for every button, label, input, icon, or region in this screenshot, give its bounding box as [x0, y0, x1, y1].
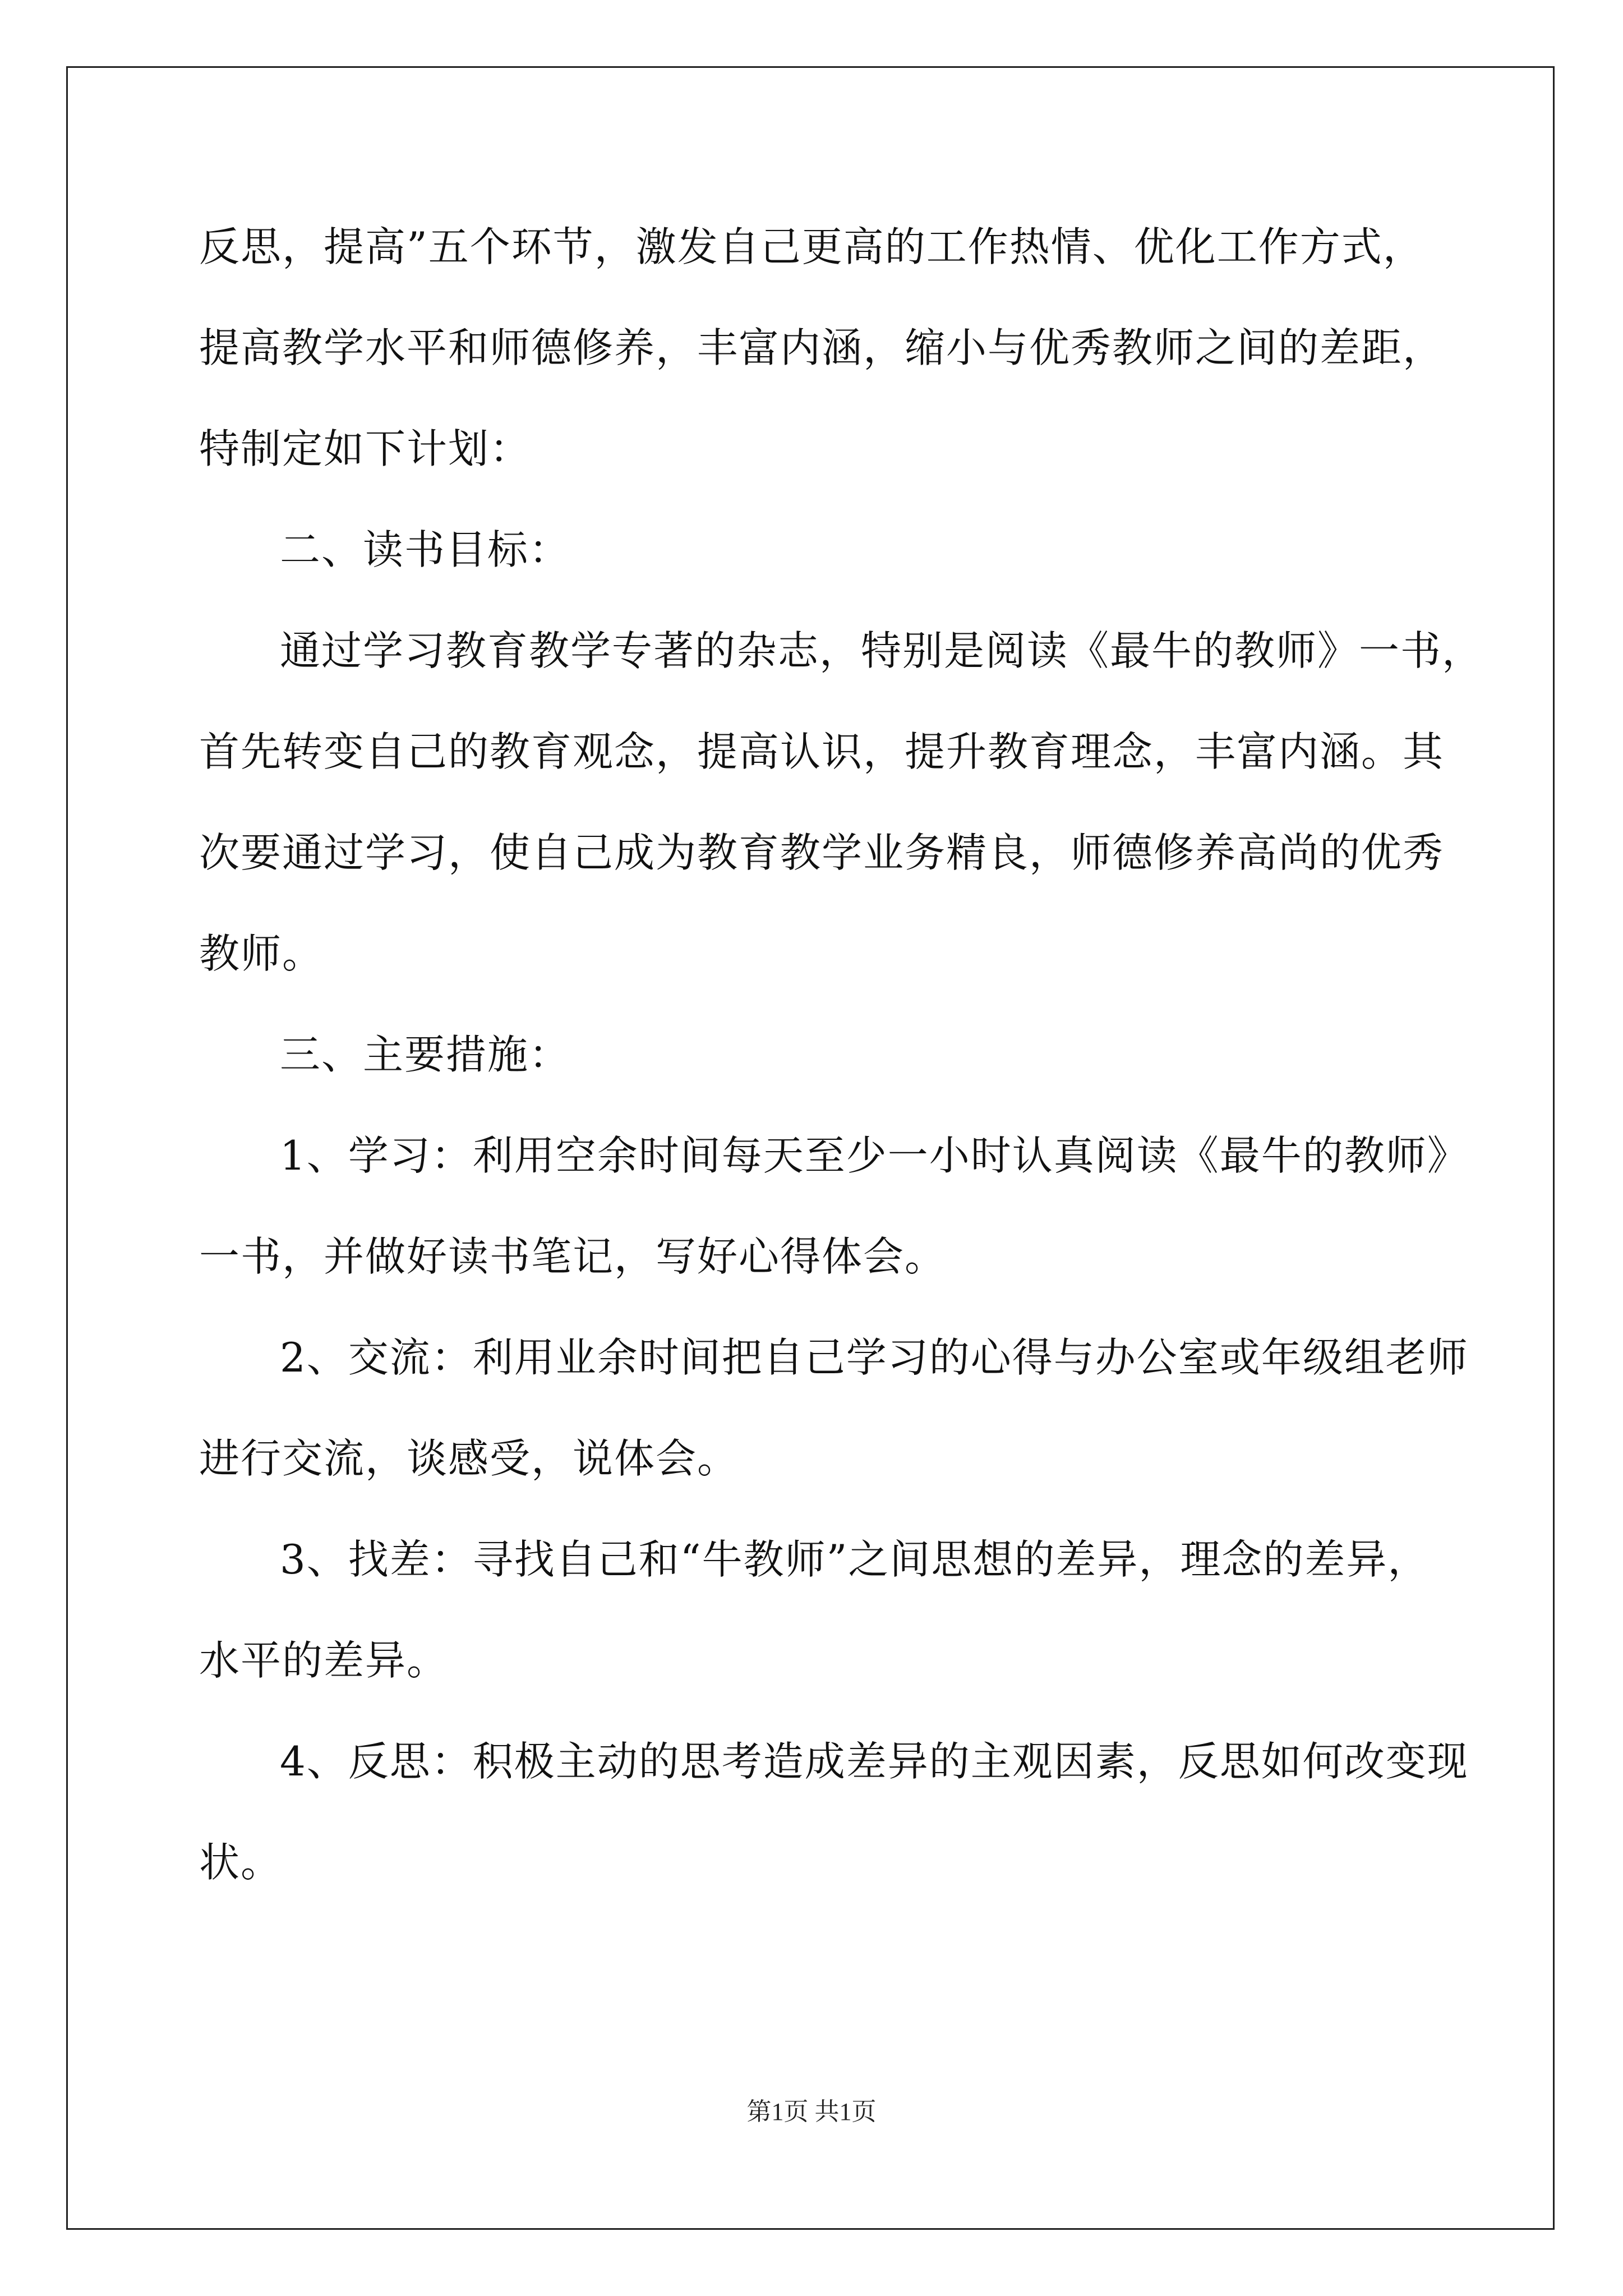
document-body: [199, 213, 1484, 1930]
list-item-find-gaps: 3、找差：寻找自己和“牛教师”之间思想的差异，理念的差异，: [280, 1536, 1430, 1583]
body-line-3: 特制定如下计划：: [199, 425, 532, 472]
body-line-15: 水平的差异。: [199, 1637, 449, 1684]
body-line-8: 教师。: [199, 930, 324, 977]
body-line-11: 一书，并做好读书笔记，写好心得体会。: [199, 1233, 947, 1280]
body-line-17: 状。: [199, 1839, 283, 1886]
list-item-reflect: 4、反思：积极主动的思考造成差异的主观因素，反思如何改变现: [280, 1738, 1469, 1785]
body-line-5: 通过学习教育教学专著的杂志，特别是阅读《最牛的教师》一书，: [280, 627, 1484, 674]
body-line-13: 进行交流，谈感受，说体会。: [199, 1435, 739, 1482]
body-line-2: 提高教学水平和师德修养，丰富内涵，缩小与优秀教师之间的差距，: [199, 324, 1445, 371]
body-line-6: 首先转变自己的教育观念，提高认识，提升教育理念，丰富内涵。其: [199, 728, 1445, 775]
list-item-exchange: 2、交流：利用业余时间把自己学习的心得与办公室或年级组老师: [280, 1334, 1469, 1381]
section-heading-main-measures: 三、主要措施：: [280, 1031, 571, 1078]
list-item-study: 1、学习：利用空余时间每天至少一小时认真阅读《最牛的教师》: [280, 1132, 1469, 1179]
page-number-footer: 第1页 共1页: [746, 2098, 877, 2125]
body-line-1: 反思，提高”五个环节，激发自己更高的工作热情、优化工作方式，: [199, 223, 1424, 270]
section-heading-reading-goals: 二、读书目标：: [280, 526, 571, 573]
body-line-7: 次要通过学习，使自己成为教育教学业务精良，师德修养高尚的优秀: [199, 829, 1445, 876]
